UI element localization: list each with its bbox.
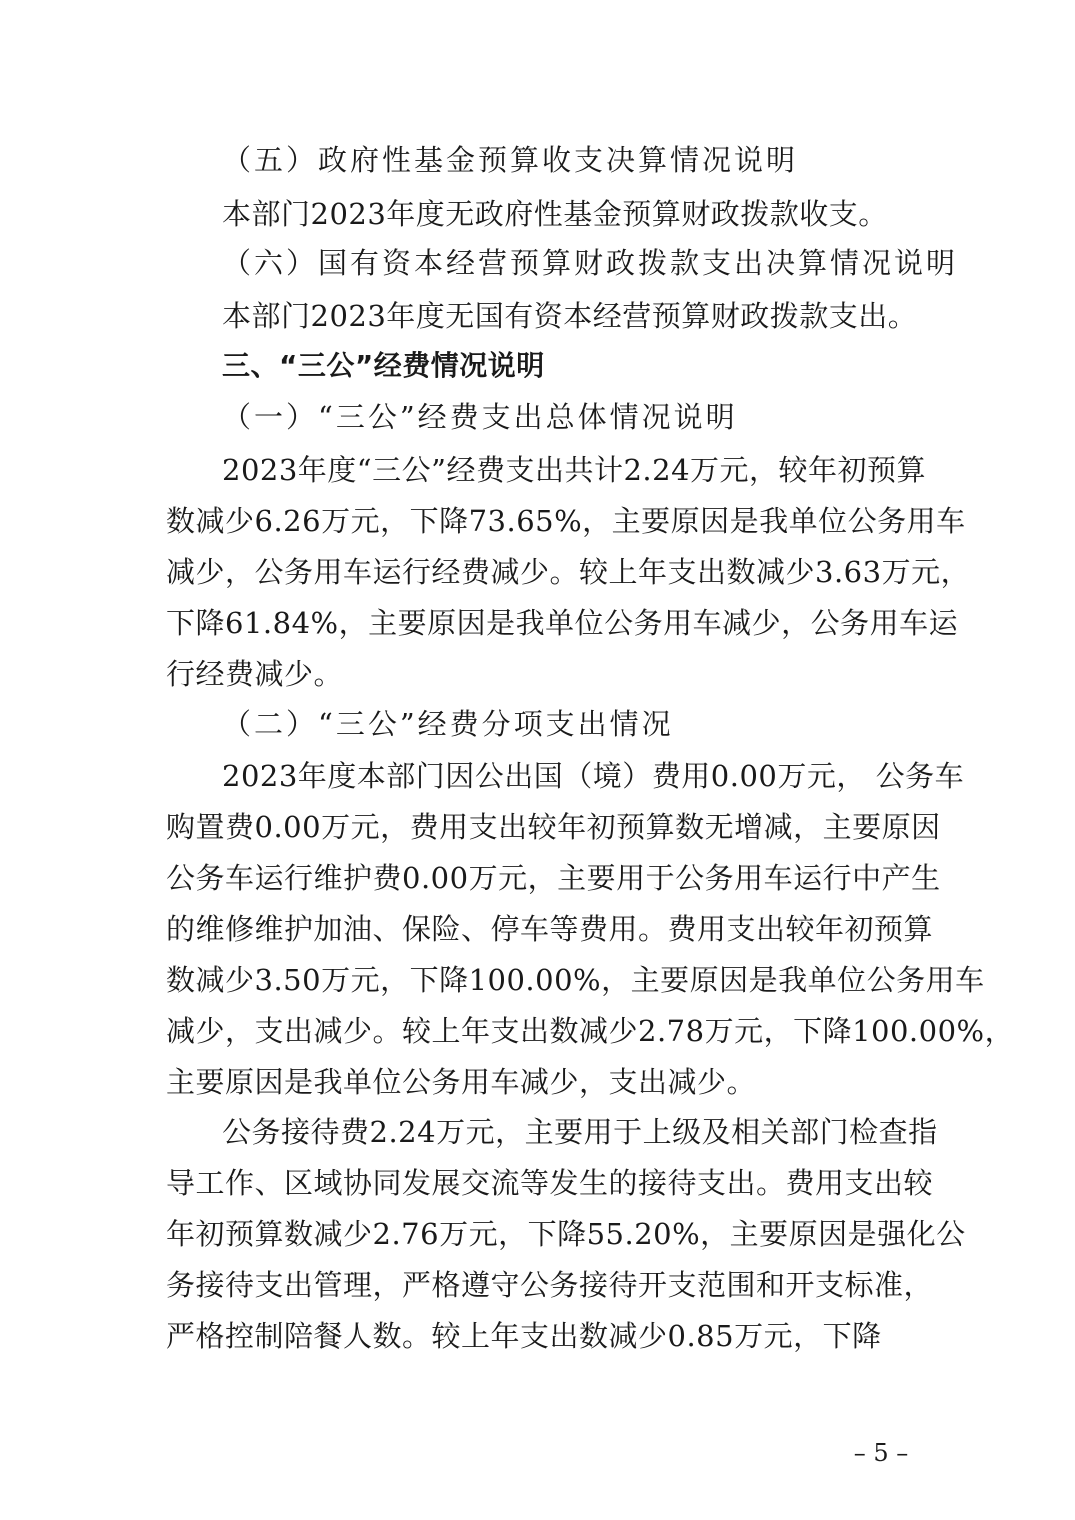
section-five-heading: （五）政府性基金预算收支决算情况说明 [222,143,799,177]
section-two-p1-line-3: 公务车运行维护费0.00万元，主要用于公务用车运行中产生 [166,861,941,895]
section-one-line-3: 减少，公务用车运行经费减少。较上年支出数减少3.63万元， [166,555,971,589]
section-two-heading: （二）“三公”经费分项支出情况 [222,707,674,741]
section-two-p1-line-5: 数减少3.50万元，下降100.00%，主要原因是我单位公务用车 [166,963,985,997]
section-two-p2-line-1: 公务接待费2.24万元，主要用于上级及相关部门检查指 [222,1115,938,1149]
section-two-p1-line-7: 主要原因是我单位公务用车减少，支出减少。 [166,1065,757,1099]
section-one-line-1: 2023年度“三公”经费支出共计2.24万元，较年初预算 [222,453,927,487]
section-two-p1-line-1: 2023年度本部门因公出国（境）费用0.00万元， 公务车 [222,759,965,793]
section-two-p2-line-3: 年初预算数减少2.76万元，下降55.20%，主要原因是强化公 [166,1217,966,1251]
section-one-line-4: 下降61.84%，主要原因是我单位公务用车减少，公务用车运 [166,606,959,640]
section-two-p2-line-2: 导工作、区域协同发展交流等发生的接待支出。费用支出较 [166,1166,934,1200]
section-two-p2-line-5: 严格控制陪餐人数。较上年支出数减少0.85万元，下降 [166,1319,882,1353]
section-two-p1-line-6: 减少，支出减少。较上年支出数减少2.78万元，下降100.00%， [166,1014,1015,1048]
section-two-p1-line-2: 购置费0.00万元，费用支出较年初预算数无增减，主要原因 [166,810,941,844]
section-six-body: 本部门2023年度无国有资本经营预算财政拨款支出。 [222,299,918,333]
section-three-heading: 三、“三公”经费情况说明 [222,349,545,382]
section-two-p2-line-4: 务接待支出管理，严格遵守公务接待开支范围和开支标准， [166,1268,934,1302]
section-two-p1-line-4: 的维修维护加油、保险、停车等费用。费用支出较年初预算 [166,912,934,946]
section-one-line-2: 数减少6.26万元，下降73.65%，主要原因是我单位公务用车 [166,504,966,538]
section-one-heading: （一）“三公”经费支出总体情况说明 [222,400,738,434]
section-five-body: 本部门2023年度无政府性基金预算财政拨款收支。 [222,197,888,231]
page-number: – 5 – [853,1439,909,1467]
section-one-line-5: 行经费减少。 [166,657,344,691]
section-six-heading: （六）国有资本经营预算财政拨款支出决算情况说明 [222,246,959,280]
